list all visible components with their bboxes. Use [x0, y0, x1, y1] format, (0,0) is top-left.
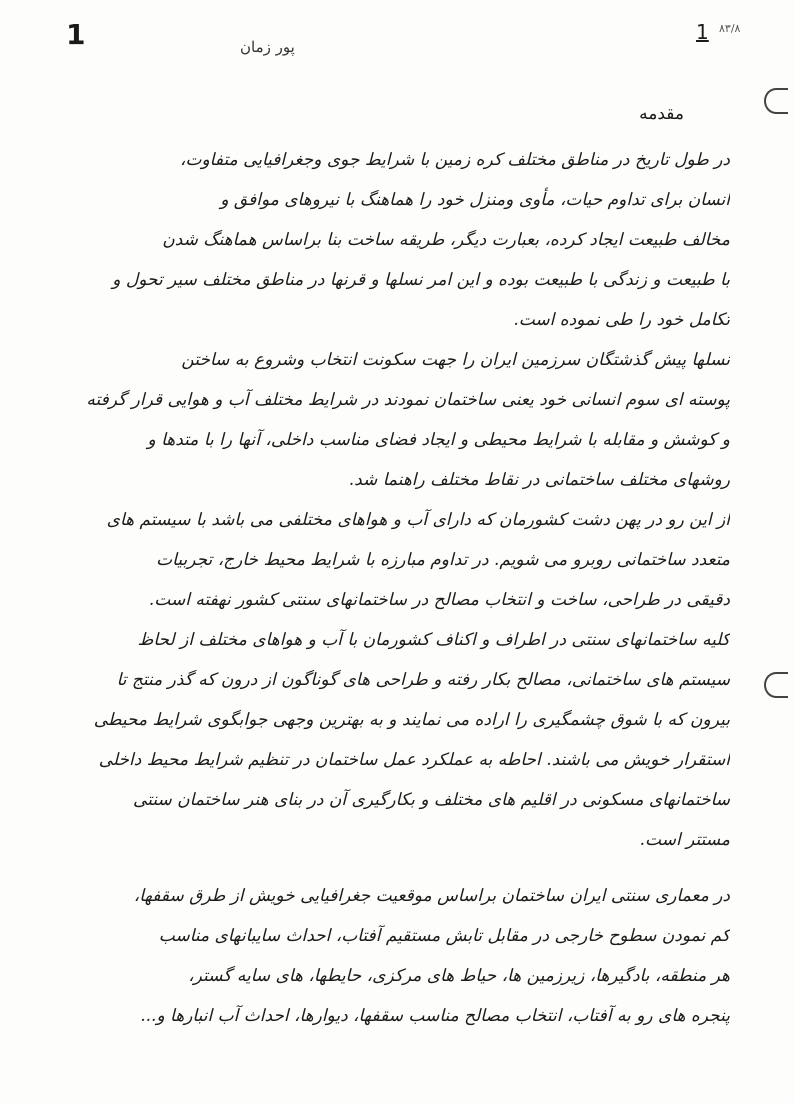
text-line: در طول تاریخ در مناطق مختلف کره زمین با شرایط جوی وجغرافیایی متفاوت،	[179, 150, 730, 170]
text-line: نسلها پیش گذشتگان سرزمین ایران را جهت سکونت انتخاب وشروع به ساختن	[181, 350, 730, 370]
paragraph-traditional	[70, 876, 730, 1036]
paragraph-history	[70, 340, 730, 500]
text-line: پوسته ای سوم انسانی خود یعنی ساختمان نمودند در شرایط مختلف آب و هوایی قرار گرفته	[86, 390, 730, 410]
author-name: پور زمان	[240, 38, 295, 56]
text-line: ساختمانهای مسکونی در اقلیم های مختلف و بکارگیری آن در بنای هنر ساختمان سنتی	[133, 790, 730, 810]
text-line: روشهای مختلف ساختمانی در نقاط مختلف راهنما شد.	[348, 470, 730, 490]
binder-holes	[754, 0, 794, 1103]
text-line: تکامل خود را طی نموده است.	[513, 310, 730, 330]
text-line: کلیه ساختمانهای سنتی در اطراف و اکناف کشورمان با آب و هواهای مختلف از لحاظ	[137, 630, 730, 650]
corner-page-number: 1	[66, 18, 86, 51]
text-line: انسان برای تداوم حیات، مأوی ومنزل خود را هماهنگ با نیروهای موافق و	[220, 190, 730, 210]
text-line: پنجره های رو به آفتاب، انتخاب مصالح مناسب سقفها، دیوارها، احداث آب انبارها و...	[140, 1006, 730, 1026]
page-number: 1	[696, 20, 709, 44]
document-title: مقدمه	[639, 104, 684, 124]
text-line: و کوشش و مقابله با شرایط محیطی و ایجاد فضای مناسب داخلی، آنها را با متدها و	[147, 430, 730, 450]
text-line: استقرار خویش می باشند. احاطه به عملکرد عمل ساختمان در تنظیم شرایط محیط داخلی	[98, 750, 730, 770]
reference-mark: ۸۳/۸	[719, 22, 741, 35]
text-line: بیرون که با شوق چشمگیری را اراده می نمایند و به بهترین وجهی جوابگوی شرایط محیطی	[93, 710, 730, 730]
binder-hole	[764, 672, 788, 698]
text-line: متعدد ساختمانی روبرو می شویم. در تداوم مبارزه با شرایط محیط خارج، تجربیات	[156, 550, 730, 570]
document-body	[70, 140, 730, 1036]
text-line: سیستم های ساختمانی، مصالح بکار رفته و طراحی های گوناگون از درون که گذر منتج تا	[116, 670, 730, 690]
text-line: مستتر است.	[639, 830, 730, 850]
text-line: هر منطقه، بادگیرها، زیرزمین ها، حیاط های مرکزی، حایطها، های سایه گستر،	[188, 966, 730, 986]
paragraph-systems	[70, 500, 730, 860]
text-line: از این رو در پهن دشت کشورمان که دارای آب و هواهای مختلفی می باشد با سیستم های	[106, 510, 730, 530]
text-line: با طبیعت و زندگی با طبیعت بوده و این امر نسلها و قرنها در مناطق مختلف سیر تحول و	[112, 270, 730, 290]
paragraph-intro	[70, 140, 730, 340]
text-line: مخالف طبیعت ایجاد کرده، بعبارت دیگر، طریقه ساخت بنا براساس هماهنگ شدن	[162, 230, 730, 250]
text-line: کم نمودن سطوح خارجی در مقابل تابش مستقیم آفتاب، احداث سایبانهای مناسب	[158, 926, 730, 946]
text-line: در معماری سنتی ایران ساختمان براساس موقعیت جغرافیایی خویش از طرق سقفها،	[133, 886, 730, 906]
text-line: دقیقی در طراحی، ساخت و انتخاب مصالح در ساختمانهای سنتی کشور نهفته است.	[148, 590, 730, 610]
binder-hole	[764, 88, 788, 114]
paragraph-gap	[70, 860, 730, 876]
